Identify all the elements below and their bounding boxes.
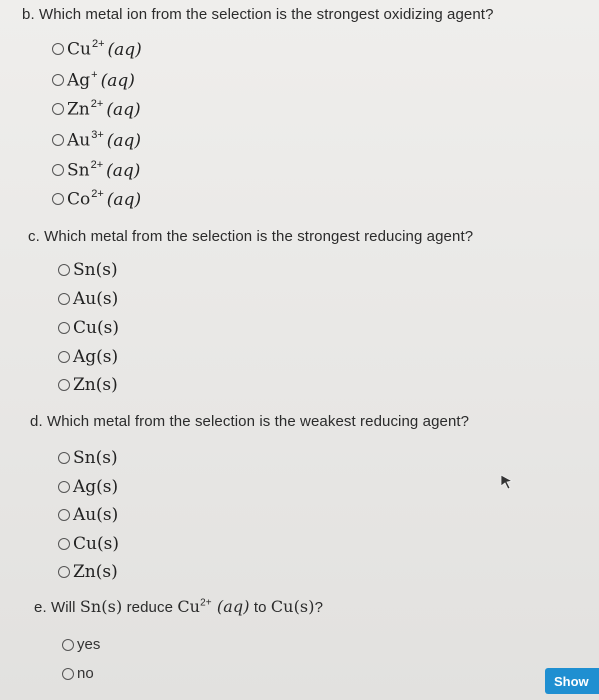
radio-icon[interactable] bbox=[58, 566, 70, 578]
option-label: Au(s) bbox=[73, 289, 119, 309]
option-b-au3[interactable] bbox=[52, 130, 141, 151]
option-c-ag[interactable] bbox=[58, 347, 118, 367]
radio-icon[interactable] bbox=[52, 74, 64, 86]
question-c-text: c. Which metal from the selection is the strongest reducing agent? bbox=[28, 228, 474, 245]
option-d-zn[interactable] bbox=[58, 562, 118, 582]
radio-icon[interactable] bbox=[58, 509, 70, 521]
option-d-au[interactable] bbox=[58, 505, 118, 525]
option-label: Au(s) bbox=[73, 505, 119, 525]
question-e-text: e. Will Sn(s) reduce $Cu^{2+}$ (aq) to Cu(s)? bbox=[34, 597, 324, 616]
option-label: $Cu^{2+}$ (aq) bbox=[67, 38, 142, 60]
option-label: Sn(s) bbox=[73, 448, 118, 468]
radio-icon[interactable] bbox=[52, 193, 64, 205]
option-d-ag[interactable] bbox=[58, 477, 118, 497]
option-label: no bbox=[77, 665, 94, 682]
mouse-cursor-icon bbox=[498, 473, 516, 491]
option-b-cu2[interactable] bbox=[52, 39, 142, 60]
option-b-co2[interactable] bbox=[52, 189, 141, 210]
radio-icon[interactable] bbox=[62, 639, 74, 651]
option-label: $Co^{2+}$ (aq) bbox=[67, 188, 142, 210]
option-label: Ag(s) bbox=[73, 347, 119, 367]
show-button[interactable]: Show bbox=[545, 668, 599, 694]
radio-icon[interactable] bbox=[58, 264, 70, 276]
option-e-no[interactable] bbox=[62, 665, 94, 682]
option-label: $Sn^{2+}$ (aq) bbox=[67, 159, 141, 181]
radio-icon[interactable] bbox=[52, 43, 64, 55]
radio-icon[interactable] bbox=[58, 452, 70, 464]
question-d-text: d. Which metal from the selection is the weakest reducing agent? bbox=[30, 413, 470, 430]
option-label: Zn(s) bbox=[73, 375, 118, 395]
radio-icon[interactable] bbox=[58, 538, 70, 550]
question-b-text: b. Which metal ion from the selection is the strongest oxidizing agent? bbox=[22, 6, 494, 23]
option-label: Ag(s) bbox=[73, 477, 119, 497]
radio-icon[interactable] bbox=[52, 164, 64, 176]
radio-icon[interactable] bbox=[58, 322, 70, 334]
option-label: Cu(s) bbox=[73, 318, 119, 338]
option-label: Cu(s) bbox=[73, 534, 119, 554]
option-label: $Au^{3+}$ (aq) bbox=[67, 129, 142, 151]
option-b-sn2[interactable] bbox=[52, 160, 140, 181]
radio-icon[interactable] bbox=[58, 351, 70, 363]
radio-icon[interactable] bbox=[58, 379, 70, 391]
option-c-cu[interactable] bbox=[58, 318, 119, 338]
radio-icon[interactable] bbox=[52, 134, 64, 146]
radio-icon[interactable] bbox=[52, 103, 64, 115]
radio-icon[interactable] bbox=[58, 293, 70, 305]
option-e-yes[interactable] bbox=[62, 636, 100, 653]
option-c-sn[interactable] bbox=[58, 260, 118, 280]
option-label: Sn(s) bbox=[73, 260, 118, 280]
option-label: Ag+ (aq) bbox=[67, 69, 135, 91]
radio-icon[interactable] bbox=[62, 668, 74, 680]
option-c-zn[interactable] bbox=[58, 375, 118, 395]
option-b-ag[interactable] bbox=[52, 70, 135, 91]
option-d-cu[interactable] bbox=[58, 534, 119, 554]
option-label: Zn(s) bbox=[73, 562, 118, 582]
option-c-au[interactable] bbox=[58, 289, 118, 309]
option-b-zn2[interactable] bbox=[52, 99, 141, 120]
option-label: $Zn^{2+}$ (aq) bbox=[67, 98, 141, 120]
option-d-sn[interactable] bbox=[58, 448, 118, 468]
radio-icon[interactable] bbox=[58, 481, 70, 493]
option-label: yes bbox=[77, 636, 101, 653]
